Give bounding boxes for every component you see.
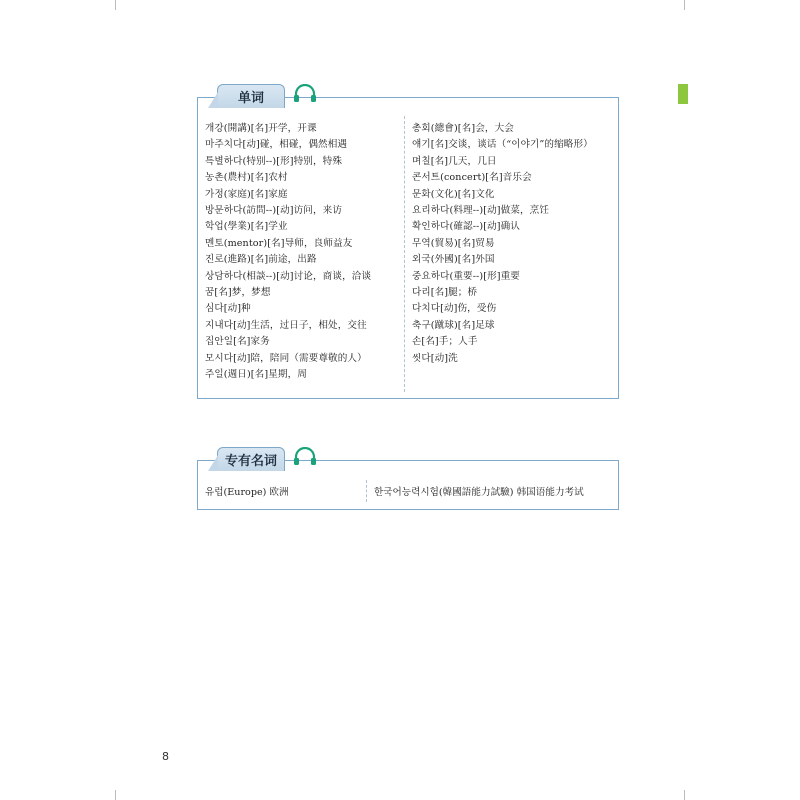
vocab-entry: 방문하다(訪問--)[动]访问，来访 xyxy=(205,205,343,217)
vocab-entry: 주일(週日)[名]星期，周 xyxy=(205,369,307,381)
vocab-entry: 심다[动]种 xyxy=(205,303,251,315)
vocab-entry: 다리[名]腿；桥 xyxy=(412,287,478,299)
vocab-entry: 외국(外國)[名]外国 xyxy=(412,254,495,266)
vocab-entry: 다치다[动]伤，受伤 xyxy=(412,303,497,315)
vocab-entry: 지내다[动]生活，过日子，相处，交往 xyxy=(205,319,367,331)
vocab-entry: 요리하다(料理--)[动]做菜，烹饪 xyxy=(412,205,550,217)
vocab-entry: 모시다[动]陪，陪同（需要尊敬的人） xyxy=(205,352,367,364)
vocab-entry: 씻다[动]洗 xyxy=(412,352,458,364)
vocab-entry: 집안일[名]家务 xyxy=(205,336,270,348)
vocab-entry: 개강(開講)[名]开学，开课 xyxy=(205,123,317,134)
page-number: 8 xyxy=(162,750,169,763)
vocab-title: 单词 xyxy=(237,91,264,106)
vocab-entry: 상담하다(相談--)[动]讨论，商谈，洽谈 xyxy=(205,270,372,282)
column-divider xyxy=(366,480,367,502)
vocab-entry: 멘토(mentor)[名]导师，良师益友 xyxy=(205,237,353,249)
vocab-entry: 며칠[名]几天，几日 xyxy=(412,155,497,167)
vocab-entry: 콘서트(concert)[名]音乐会 xyxy=(412,172,532,184)
crop-mark xyxy=(684,790,685,800)
vocab-entry: 손[名]手；人手 xyxy=(412,336,478,348)
proper-noun-europe: 유럽(Europe) 欧洲 xyxy=(205,487,289,498)
vocab-entry: 중요하다(重要--)[形]重要 xyxy=(412,270,520,282)
headphones-icon xyxy=(292,447,318,467)
vocab-entry: 얘기[名]交谈，谈话（“이야기”的缩略形） xyxy=(412,139,593,151)
vocab-entry: 농촌(農村)[名]农村 xyxy=(205,172,288,184)
vocab-entry: 총회(總會)[名]会，大会 xyxy=(412,123,514,134)
vocab-entry: 마주치다[动]碰，相碰，偶然相遇 xyxy=(205,139,348,151)
vocab-entry: 축구(蹴球)[名]足球 xyxy=(412,319,495,331)
proper-nouns-title: 专有名词 xyxy=(224,454,277,469)
crop-mark xyxy=(115,790,116,800)
vocab-entry: 가정(家庭)[名]家庭 xyxy=(205,188,288,200)
vocab-entry: 문화(文化)[名]文化 xyxy=(412,188,495,200)
proper-noun-topik: 한국어능력시험(韓國語能力試驗) 韩国语能力考试 xyxy=(374,487,584,498)
proper-nouns-tab xyxy=(217,447,285,471)
vocab-entry: 확인하다(確認--)[动]确认 xyxy=(412,221,520,233)
vocab-entry: 진로(進路)[名]前途，出路 xyxy=(205,254,317,266)
vocab-entry: 학업(學業)[名]学业 xyxy=(205,221,288,233)
vocab-entry: 특별하다(特别--)[形]特别，特殊 xyxy=(205,155,343,167)
vocab-entry: 무역(貿易)[名]贸易 xyxy=(412,237,495,249)
vocab-entry: 꿈[名]梦，梦想 xyxy=(205,287,271,299)
